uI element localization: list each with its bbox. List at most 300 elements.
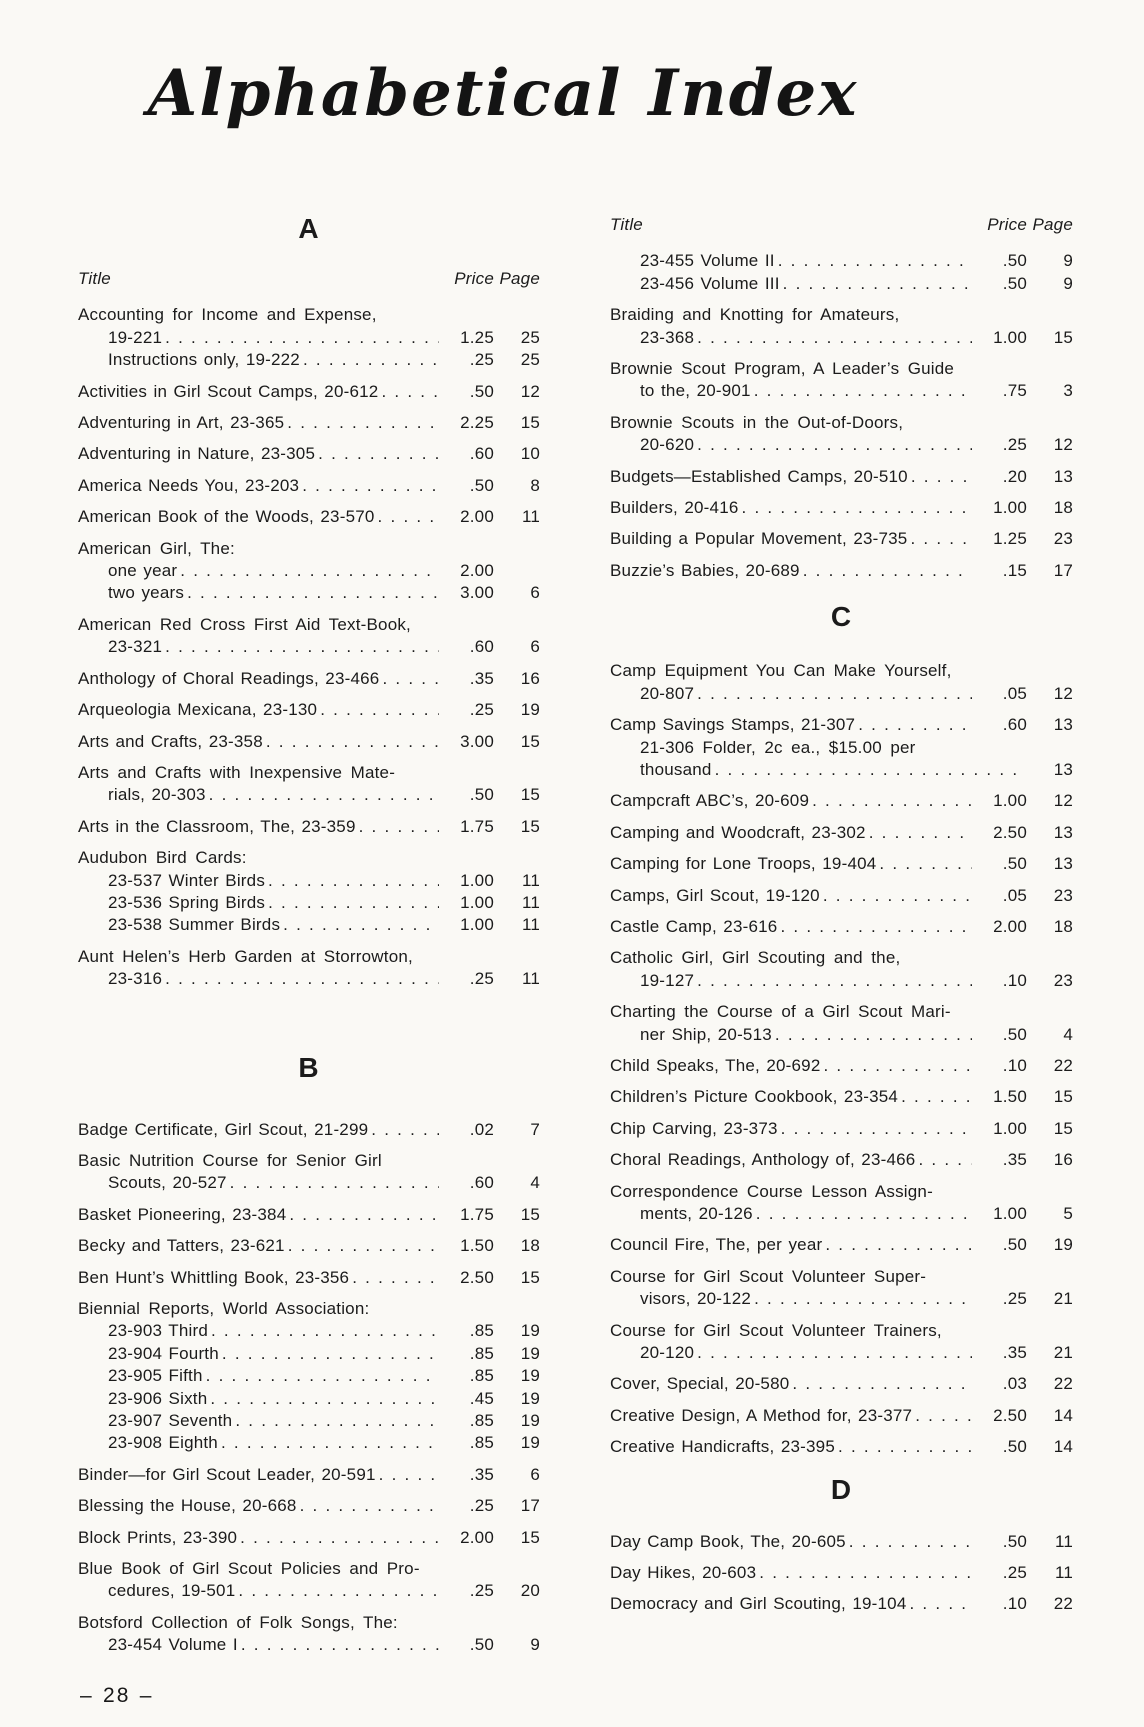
- entry-title-text: Course for Girl Scout Volunteer Trainers,: [610, 1320, 942, 1340]
- page-value: 15: [520, 1527, 540, 1547]
- entry-title-text: visors, 20-122: [640, 1289, 752, 1309]
- index-line: [78, 1558, 540, 1580]
- price-value: 1.00: [460, 870, 494, 890]
- entry-title-text: Course for Girl Scout Volunteer Super-: [610, 1266, 927, 1286]
- index-entry: [78, 506, 540, 528]
- index-entry: [610, 304, 1073, 349]
- price-value: 3.00: [460, 583, 494, 603]
- dot-leaders: [165, 968, 439, 990]
- dot-leaders: [241, 1634, 439, 1656]
- page-value: 15: [520, 785, 540, 805]
- index-line: [610, 1288, 1073, 1310]
- entry-title-text: 20-120: [640, 1343, 695, 1363]
- index-line: [78, 1119, 540, 1141]
- dot-leaders: [288, 1235, 439, 1257]
- page-value: 14: [1053, 1405, 1073, 1425]
- page-value: 15: [1053, 327, 1073, 347]
- price-value: .50: [1002, 1531, 1027, 1551]
- page-value: 5: [1063, 1204, 1073, 1223]
- dot-leaders: [240, 1527, 439, 1549]
- entry-title-text: cedures, 19-501: [108, 1581, 236, 1601]
- entry-title-text: 23-536 Spring Birds: [108, 892, 266, 912]
- price-value: 1.75: [460, 816, 494, 836]
- entry-title-text: Budgets—Established Camps, 20-510: [610, 466, 908, 486]
- entry-title-text: Arts and Crafts, 23-358: [78, 731, 263, 751]
- dot-leaders: [697, 327, 972, 349]
- index-entry: [610, 916, 1073, 938]
- page-value: 19: [1053, 1235, 1073, 1255]
- page-value: 18: [1053, 498, 1073, 518]
- price-value: .25: [1002, 1563, 1027, 1583]
- dot-leaders: [915, 1405, 972, 1427]
- index-line: [78, 968, 540, 990]
- index-line: [610, 412, 1073, 434]
- dot-leaders: [165, 636, 439, 658]
- dot-leaders: [289, 1204, 439, 1226]
- index-entry: [78, 538, 540, 605]
- page-title: Alphabetical Index: [147, 56, 859, 131]
- dot-leaders: [283, 914, 439, 936]
- index-line: [610, 683, 1073, 705]
- price-value: .50: [1002, 1235, 1027, 1255]
- index-line: [610, 1562, 1073, 1584]
- section-letter-b: B: [298, 1051, 320, 1083]
- index-line: [78, 816, 540, 838]
- entry-title-text: Correspondence Course Lesson Assign-: [610, 1181, 933, 1201]
- price-value: .25: [469, 1581, 494, 1601]
- page-value: 4: [530, 1173, 540, 1193]
- price-value: .60: [469, 637, 494, 657]
- index-entry: [78, 304, 540, 371]
- index-line: [78, 1235, 540, 1257]
- price-value: 1.00: [460, 915, 494, 935]
- index-line: [78, 1612, 540, 1634]
- page-value: 17: [1053, 560, 1073, 580]
- page-value: 3: [1063, 381, 1073, 401]
- entry-title-text: Adventuring in Nature, 23-305: [78, 444, 316, 464]
- dot-leaders: [792, 1373, 972, 1395]
- page-value: 16: [1053, 1150, 1073, 1170]
- entry-title-text: Adventuring in Art, 23-365: [78, 413, 285, 433]
- entry-title-text: Builders, 20-416: [610, 498, 739, 518]
- price-value: .50: [1002, 251, 1027, 271]
- price-value: .50: [469, 475, 494, 495]
- index-entry: [78, 614, 540, 659]
- price-value: 1.00: [993, 327, 1027, 347]
- price-value: .85: [469, 1321, 494, 1341]
- entry-title-text: 23-454 Volume I: [108, 1635, 238, 1655]
- dot-leaders: [869, 822, 972, 844]
- dot-leaders: [352, 1267, 439, 1289]
- index-entry: [78, 1495, 540, 1517]
- page-value: 15: [520, 1204, 540, 1224]
- page-value: 9: [1063, 251, 1073, 271]
- price-value: .50: [1002, 854, 1027, 874]
- index-line: [78, 784, 540, 806]
- entry-title-text: Castle Camp, 23-616: [610, 916, 778, 936]
- price-value: .10: [1002, 1594, 1027, 1614]
- index-entry: [78, 1612, 540, 1657]
- entry-title-text: Camping and Woodcraft, 23-302: [610, 822, 866, 842]
- entry-title-text: Brownie Scout Program, A Leader’s Guide: [610, 359, 955, 379]
- index-entry: [78, 1558, 540, 1603]
- dot-leaders: [754, 1288, 972, 1310]
- entry-title-text: 23-368: [640, 327, 695, 347]
- price-value: .85: [469, 1343, 494, 1363]
- entry-title-text: Catholic Girl, Girl Scouting and the,: [610, 948, 901, 968]
- page-value: 23: [1053, 885, 1073, 905]
- dot-leaders: [210, 1388, 439, 1410]
- page-value: 15: [1053, 1087, 1073, 1107]
- dot-leaders: [235, 1410, 439, 1432]
- page-value: 15: [520, 1267, 540, 1287]
- entry-title-text: 23-904 Fourth: [108, 1343, 219, 1363]
- index-entry: [78, 699, 540, 721]
- dot-leaders: [371, 1119, 439, 1141]
- index-line: [78, 1320, 540, 1342]
- dot-leaders: [222, 1343, 439, 1365]
- index-line: [610, 660, 1073, 682]
- index-line: [610, 1203, 1073, 1225]
- entry-title-text: Chip Carving, 23-373: [610, 1118, 778, 1138]
- price-value: .35: [1002, 1343, 1027, 1363]
- dot-leaders: [230, 1172, 439, 1194]
- dot-leaders: [187, 582, 439, 604]
- entry-title-text: 23-907 Seventh: [108, 1411, 233, 1431]
- entry-title-text: Building a Popular Movement, 23-735: [610, 529, 908, 549]
- price-value: .50: [469, 1635, 494, 1655]
- entry-title-text: Camp Savings Stamps, 21-307: [610, 715, 856, 735]
- dot-leaders: [303, 349, 439, 371]
- index-line: [610, 327, 1073, 349]
- index-line: [610, 1181, 1073, 1203]
- index-entry: [610, 1531, 1073, 1553]
- entry-title-text: Arts in the Classroom, The, 23-359: [78, 816, 356, 836]
- colhead-page-label: Page: [1032, 215, 1073, 234]
- dot-leaders: [221, 1432, 439, 1454]
- dot-leaders: [165, 327, 439, 349]
- index-line: [610, 273, 1073, 295]
- page-value: 13: [1053, 466, 1073, 486]
- index-entry: [610, 412, 1073, 457]
- index-entry: [78, 1119, 540, 1141]
- index-line: [610, 358, 1073, 380]
- page-value: 15: [1053, 1118, 1073, 1138]
- entry-title-text: Blue Book of Girl Scout Policies and Pro-: [78, 1559, 420, 1579]
- dot-leaders: [381, 381, 439, 403]
- entry-title-text: 23-906 Sixth: [108, 1388, 208, 1408]
- page-value: 22: [1053, 1374, 1073, 1394]
- page-value: 18: [1053, 916, 1073, 936]
- index-entry: [78, 1150, 540, 1195]
- dot-leaders: [742, 497, 973, 519]
- index-line: [78, 1267, 540, 1289]
- page-value: 25: [520, 350, 540, 370]
- entry-title-text: ner Ship, 20-513: [640, 1024, 772, 1044]
- page-value: 8: [530, 475, 540, 495]
- dot-leaders: [879, 853, 972, 875]
- price-value: 2.25: [460, 413, 494, 433]
- index-line: [610, 1055, 1073, 1077]
- index-entry: [78, 412, 540, 434]
- index-line: [78, 1365, 540, 1387]
- entry-title-text: Audubon Bird Cards:: [78, 848, 247, 868]
- index-line: [78, 847, 540, 869]
- index-line: [78, 946, 540, 968]
- entry-title-text: Basic Nutrition Course for Senior Girl: [78, 1150, 382, 1170]
- index-entry: [610, 1149, 1073, 1171]
- price-value: 1.75: [460, 1204, 494, 1224]
- entry-title-text: Camping for Lone Troops, 19-404: [610, 854, 877, 874]
- index-entry: [610, 947, 1073, 992]
- entry-title-text: Council Fire, The, per year: [610, 1235, 823, 1255]
- page-value: 6: [530, 637, 540, 657]
- index-line: [78, 1150, 540, 1172]
- entry-title-text: Braiding and Knotting for Amateurs,: [610, 305, 900, 325]
- index-line: [78, 1388, 540, 1410]
- index-line: [610, 560, 1073, 582]
- dot-leaders: [901, 1086, 972, 1108]
- dot-leaders: [911, 466, 972, 488]
- entry-title-text: Camp Equipment You Can Make Yourself,: [610, 661, 952, 681]
- index-line: [610, 1234, 1073, 1256]
- index-line: [610, 822, 1073, 844]
- page-number: – 28 –: [80, 1684, 154, 1707]
- dot-leaders: [754, 380, 972, 402]
- index-line: [78, 870, 540, 892]
- entry-title-text: Accounting for Income and Expense,: [78, 305, 377, 325]
- index-line: [78, 762, 540, 784]
- index-entry: [610, 1373, 1073, 1395]
- index-line: [610, 853, 1073, 875]
- entry-title-text: American Book of the Woods, 23-570: [78, 507, 375, 527]
- index-line: [610, 970, 1073, 992]
- page-value: 13: [1053, 759, 1073, 779]
- index-entry: [610, 466, 1073, 488]
- index-line: [610, 1436, 1073, 1458]
- dot-leaders: [756, 1203, 972, 1225]
- price-value: .85: [469, 1366, 494, 1386]
- index-entry: [78, 668, 540, 690]
- index-entry: [610, 1405, 1073, 1427]
- index-line: [610, 528, 1073, 550]
- page-value: 19: [520, 700, 540, 720]
- section-letter-d: D: [830, 1473, 853, 1505]
- dot-leaders: [823, 885, 972, 907]
- entry-title-text: 23-537 Winter Birds: [108, 870, 266, 890]
- dot-leaders: [206, 1365, 439, 1387]
- entry-title-text: Botsford Collection of Folk Songs, The:: [78, 1612, 398, 1632]
- page-value: 11: [1054, 1563, 1073, 1583]
- page-value: 13: [1053, 822, 1073, 842]
- price-value: 1.50: [993, 1087, 1027, 1107]
- entry-title-text: rials, 20-303: [108, 785, 206, 805]
- column-header-row: [610, 214, 1073, 236]
- page-value: 11: [521, 507, 540, 527]
- price-value: 1.00: [460, 892, 494, 912]
- entry-title-text: American Red Cross First Aid Text-Book,: [78, 614, 411, 634]
- page-value: 12: [520, 381, 540, 401]
- page-value: 19: [520, 1343, 540, 1363]
- dot-leaders: [359, 816, 439, 838]
- index-entry: [610, 660, 1073, 705]
- index-entry: [610, 1562, 1073, 1584]
- index-line: [78, 1172, 540, 1194]
- dot-leaders: [825, 1234, 972, 1256]
- index-line: [610, 1149, 1073, 1171]
- price-value: .75: [1002, 381, 1027, 401]
- index-line: [78, 443, 540, 465]
- entry-title-text: Children’s Picture Cookbook, 23-354: [610, 1087, 899, 1107]
- index-line: [78, 1464, 540, 1486]
- dot-leaders: [838, 1436, 972, 1458]
- page-value: 9: [530, 1635, 540, 1655]
- price-value: 2.00: [993, 916, 1027, 936]
- entry-title-text: Cover, Special, 20-580: [610, 1374, 790, 1394]
- page-value: 13: [1053, 715, 1073, 735]
- index-column-right: [610, 214, 1073, 1625]
- page-value: 12: [1053, 683, 1073, 703]
- index-entry: [610, 528, 1073, 550]
- index-entry: [78, 1464, 540, 1486]
- price-value: 2.00: [460, 561, 494, 581]
- dot-leaders: [823, 1055, 972, 1077]
- index-line: [78, 560, 540, 582]
- section-letter-c: C: [830, 601, 853, 633]
- index-entry: [610, 250, 1073, 295]
- page-value: 23: [1053, 970, 1073, 990]
- index-entry: [610, 1001, 1073, 1046]
- entry-title-text: American Girl, The:: [78, 538, 235, 558]
- index-entry: [78, 731, 540, 753]
- entry-title-text: Biennial Reports, World Association:: [78, 1299, 370, 1318]
- index-entry: [78, 1527, 540, 1549]
- dot-leaders: [715, 759, 1024, 781]
- price-value: 1.00: [993, 1204, 1027, 1223]
- index-line: [78, 914, 540, 936]
- dot-leaders: [697, 1342, 972, 1364]
- price-value: .25: [1002, 1289, 1027, 1309]
- index-entry: [78, 443, 540, 465]
- entry-title-text: Activities in Girl Scout Camps, 20-612: [78, 381, 379, 401]
- index-entry: [610, 358, 1073, 403]
- price-value: .03: [1002, 1374, 1027, 1394]
- page-value: 6: [530, 1464, 540, 1484]
- price-value: 1.25: [993, 529, 1027, 549]
- dot-leaders: [697, 434, 972, 456]
- index-line: [78, 538, 540, 560]
- section-letter-a: A: [298, 213, 320, 244]
- page-value: 21: [1053, 1289, 1073, 1309]
- price-value: 2.50: [993, 822, 1027, 842]
- entry-title-text: ments, 20-126: [640, 1204, 753, 1223]
- entry-title-text: thousand: [640, 759, 712, 779]
- index-entry: [78, 1235, 540, 1257]
- page-value: 19: [520, 1433, 540, 1453]
- index-entry: [610, 1234, 1073, 1256]
- index-line: [610, 1001, 1073, 1023]
- index-line: [610, 947, 1073, 969]
- page-value: 20: [520, 1581, 540, 1601]
- price-value: .10: [1002, 970, 1027, 990]
- index-line: [78, 1204, 540, 1226]
- entry-title-text: America Needs You, 23-203: [78, 475, 300, 495]
- entry-title-text: Blessing the House, 20-668: [78, 1496, 297, 1516]
- column-header-row: [78, 268, 540, 290]
- index-line: [78, 1580, 540, 1602]
- index-line: [610, 1593, 1073, 1615]
- index-line: [610, 1373, 1073, 1395]
- page-value: 17: [520, 1496, 540, 1516]
- dot-leaders: [209, 784, 439, 806]
- page-value: 23: [1053, 529, 1073, 549]
- index-entry: [610, 1593, 1073, 1615]
- index-line: [78, 1432, 540, 1454]
- entry-title-text: Block Prints, 23-390: [78, 1527, 238, 1547]
- price-value: .25: [469, 350, 494, 370]
- index-line: [78, 475, 540, 497]
- index-line: [78, 1410, 540, 1432]
- colhead-title-label: Title: [610, 215, 643, 234]
- dot-leaders: [918, 1149, 972, 1171]
- index-entry: [610, 1055, 1073, 1077]
- price-value: .15: [1002, 560, 1027, 580]
- entry-title-text: 19-127: [640, 970, 695, 990]
- index-line: [610, 1024, 1073, 1046]
- entry-title-text: Binder—for Girl Scout Leader, 20-591: [78, 1464, 376, 1484]
- dot-leaders: [302, 475, 439, 497]
- dot-leaders: [849, 1531, 972, 1553]
- price-value: .60: [469, 1173, 494, 1193]
- price-value: .25: [1002, 435, 1027, 455]
- price-value: .20: [1002, 466, 1027, 486]
- entry-title-text: Ben Hunt’s Whittling Book, 23-356: [78, 1267, 350, 1287]
- page-value: 11: [521, 915, 540, 935]
- entry-title-text: Anthology of Choral Readings, 23-466: [78, 668, 380, 688]
- entry-title-text: Arts and Crafts with Inexpensive Mate-: [78, 762, 396, 782]
- price-value: 1.50: [460, 1236, 494, 1256]
- index-line: [78, 699, 540, 721]
- page-value: 6: [530, 583, 540, 603]
- colhead-price-label: Price: [454, 269, 494, 288]
- entry-title-text: 23-905 Fifth: [108, 1366, 203, 1386]
- page-value: 7: [530, 1119, 540, 1139]
- index-line: [610, 1118, 1073, 1140]
- entry-title-text: 23-538 Summer Birds: [108, 915, 281, 935]
- dot-leaders: [697, 683, 972, 705]
- page-value: 15: [520, 413, 540, 433]
- dot-leaders: [697, 970, 972, 992]
- entry-title-text: to the, 20-901: [640, 381, 751, 401]
- entry-title-text: 23-321: [108, 637, 163, 657]
- index-line: [610, 1531, 1073, 1553]
- dot-leaders: [812, 790, 972, 812]
- price-value: 3.00: [460, 731, 494, 751]
- index-line: [610, 304, 1073, 326]
- price-value: 2.00: [460, 507, 494, 527]
- index-entry: [610, 1086, 1073, 1108]
- price-value: .50: [1002, 273, 1027, 293]
- index-line: [610, 1320, 1073, 1342]
- index-line: [78, 636, 540, 658]
- index-entry: [610, 1118, 1073, 1140]
- page-value: 19: [520, 1321, 540, 1341]
- index-line: [610, 380, 1073, 402]
- price-value: .60: [1002, 715, 1027, 735]
- price-value: .35: [469, 668, 494, 688]
- index-line: [610, 1342, 1073, 1364]
- entry-title-text: Democracy and Girl Scouting, 19-104: [610, 1594, 907, 1614]
